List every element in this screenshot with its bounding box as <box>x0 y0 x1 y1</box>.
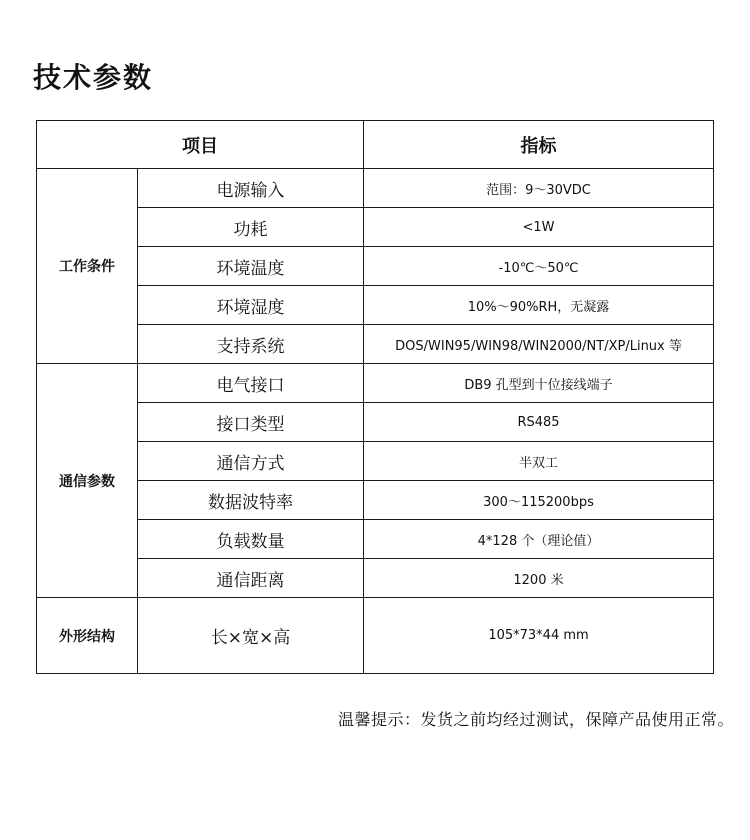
table-row <box>37 442 714 481</box>
spec-table <box>36 120 714 674</box>
warm-tip-note: 温馨提示：发货之前均经过测试，保障产品使用正常。 <box>337 710 734 729</box>
header-spec: 指标 <box>364 121 714 169</box>
row-value: 105*73*44 mm <box>364 598 714 674</box>
row-value: DOS/WIN95/WIN98/WIN2000/NT/XP/Linux 等 <box>364 325 714 364</box>
table-row <box>37 598 714 674</box>
header-item: 项目 <box>37 121 364 169</box>
row-item: 电气接口 <box>138 364 364 403</box>
table-row <box>37 364 714 403</box>
table-row <box>37 286 714 325</box>
group-label-communication: 通信参数 <box>37 364 138 598</box>
table-row <box>37 403 714 442</box>
row-value: <1W <box>364 208 714 247</box>
table-row <box>37 169 714 208</box>
row-item: 功耗 <box>138 208 364 247</box>
row-item: 长×宽×高 <box>138 598 364 674</box>
table-row <box>37 559 714 598</box>
row-item: 环境湿度 <box>138 286 364 325</box>
row-value: 300～115200bps <box>364 481 714 520</box>
row-value: 1200 米 <box>364 559 714 598</box>
row-value: 4*128 个（理论值） <box>364 520 714 559</box>
row-value: 半双工 <box>364 442 714 481</box>
row-item: 负载数量 <box>138 520 364 559</box>
row-item: 电源输入 <box>138 169 364 208</box>
row-value: 10%～90%RH，无凝露 <box>364 286 714 325</box>
row-value: RS485 <box>364 403 714 442</box>
table-row <box>37 208 714 247</box>
row-item: 支持系统 <box>138 325 364 364</box>
row-item: 环境温度 <box>138 247 364 286</box>
table-row <box>37 247 714 286</box>
group-label-working-conditions: 工作条件 <box>37 169 138 364</box>
page-title: 技术参数 <box>33 61 154 94</box>
row-value: 范围：9～30VDC <box>364 169 714 208</box>
table-header-row <box>37 121 714 169</box>
row-item: 通信方式 <box>138 442 364 481</box>
row-value: -10℃～50℃ <box>364 247 714 286</box>
row-item: 通信距离 <box>138 559 364 598</box>
table-row <box>37 325 714 364</box>
table-row <box>37 520 714 559</box>
table-row <box>37 481 714 520</box>
row-item: 接口类型 <box>138 403 364 442</box>
group-label-dimensions: 外形结构 <box>37 598 138 674</box>
row-value: DB9 孔型到十位接线端子 <box>364 364 714 403</box>
row-item: 数据波特率 <box>138 481 364 520</box>
